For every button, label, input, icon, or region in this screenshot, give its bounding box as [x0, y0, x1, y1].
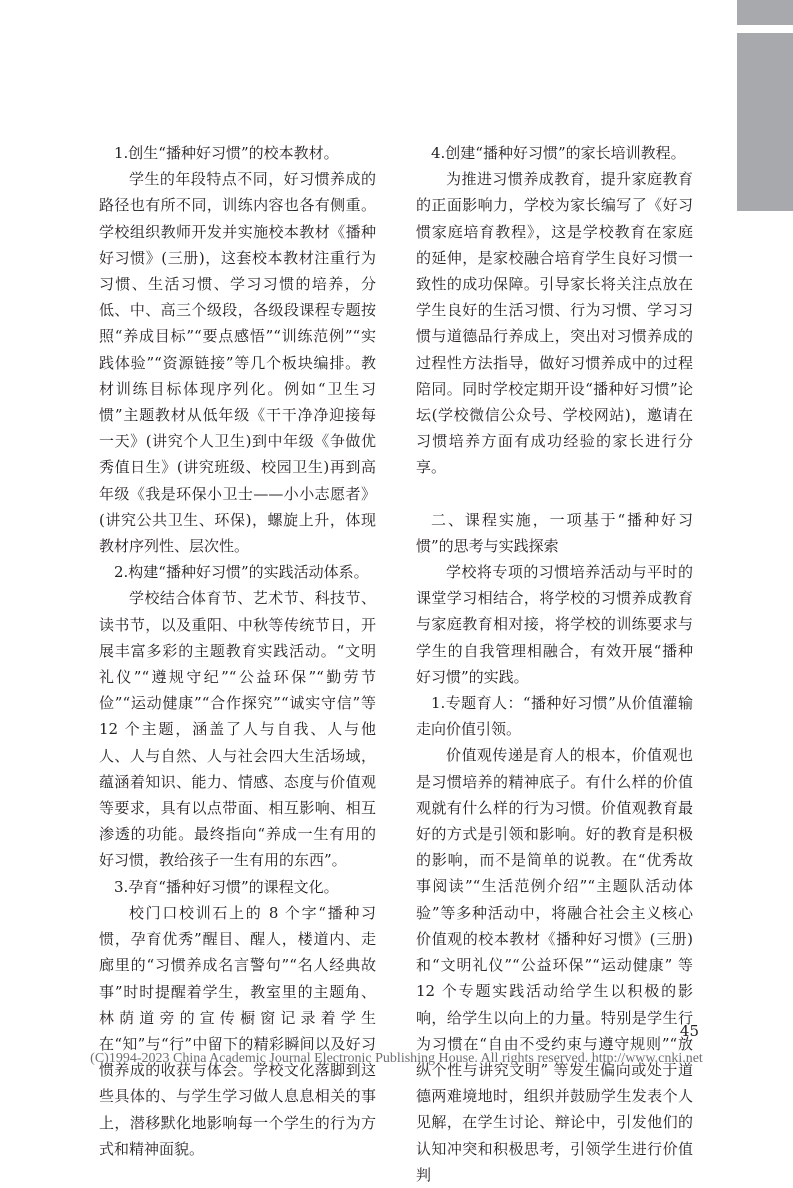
subsection-heading: 1.专题育人：“播种好习惯”从价值灌输走向价值引领。	[416, 694, 693, 739]
section-gap	[416, 481, 693, 507]
section-heading-2: 2.构建“播种好习惯”的实践活动体系。	[114, 563, 369, 582]
corner-tab-top	[737, 0, 793, 25]
paragraph: 价值观传递是育人的根本，价值观也是习惯培养的精神底子。有什么样的价值观就有什么样的行为习惯。价值观教育最好的方式是引领和影响。好的教育是积极的影响，而不是简单的说教。在“优秀故事阅读”“生活范例介绍”“主题队活动体验”等多种活动中，将融合社会主义核心价值观的校本教材《播种好习惯》(三册)和“文明礼仪”“公益环保”“运动健康” 等 12 个专题实践活动给学生以积极的影响，给学生以向上的力量。特别是学生行为习惯在“自由不受约束与遵守规则”“放纵个性与讲究文明” 等发生偏向或处于道德两难境地时，组织并鼓励学生发表个人见解，在学生讨论、辩论中，引发他们的认知冲突和积极思考，引领学生进行价值判	[416, 746, 693, 1184]
paragraph: 学校结合体育节、艺术节、科技节、读书节，以及重阳、中秋等传统节日，开展丰富多彩的主题教育实践活动。“文明礼仪”“遵规守纪”“公益环保”“勤劳节俭”“运动健康”“合作探究”“诚实守信”等 12 个主题，涵盖了人与自我、人与他人、人与自然、人与社会四大生活场域，蕴涵着知识、能力、情感、态度与价值观等要求，具有以点带面、相互影响、相互渗透的功能。最终指向“养成一生有用的好习惯，教给孩子一生有用的东西”。	[99, 589, 376, 870]
copyright-footer: (C)1994-2023 China Academic Journal Electronic Publishing House. All rights reserved. http://www.cnki.net	[90, 1051, 703, 1066]
right-column	[416, 140, 693, 1188]
paragraph: 为推进习惯养成教育，提升家庭教育的正面影响力，学校为家长编写了《好习惯家庭培育教程》，这是学校教育在家庭的延伸，是家校融合培育学生良好习惯一致性的成功保障。引导家长将关注点放在学生良好的生活习惯、行为习惯、学习习惯与道德品行养成上，突出对习惯养成的过程性方法指导，做好习惯养成中的过程陪同。同时学校定期开设“播种好习惯”论坛(学校微信公众号、学校网站)，邀请在习惯培养方面有成功经验的家长进行分享。	[416, 170, 693, 477]
chapter-heading: 二、课程实施，一项基于“播种好习惯”的思考与实践探索	[416, 510, 693, 555]
corner-tab-side	[737, 33, 793, 211]
paragraph: 校门口校训石上的 8 个字“播种习惯，孕育优秀”醒目、醒人，楼道内、走廊里的“习惯养成名言警句”“名人经典故事”时时提醒着学生，教室里的主题角、林荫道旁的宣传橱窗记录着学生在“知”与“行”中留下的精彩瞬间以及好习惯养成的收获与体会。学校文化落脚到这些具体的、与学生学习做人息息相关的事上，潜移默化地影响每一个学生的行为方式和精神面貌。	[99, 903, 376, 1158]
section-heading-1: 1.创生“播种好习惯”的校本教材。	[114, 144, 339, 162]
section-heading-4: 4.创建“播种好习惯”的家长培训教程。	[431, 144, 686, 162]
left-column	[99, 140, 376, 1162]
page-number: 45	[679, 1022, 699, 1040]
paragraph: 学校将专项的习惯培养活动与平时的课堂学习相结合，将学校的习惯养成教育与家庭教育相对接，将学校的训练要求与学生的自我管理相融合，有效开展“播种好习惯”的实践。	[416, 563, 693, 686]
paragraph: 学生的年段特点不同，好习惯养成的路径也有所不同，训练内容也各有侧重。学校组织教师开发并实施校本教材《播种好习惯》(三册)，这套校本教材注重行为习惯、生活习惯、学习习惯的培养，分低、中、高三个级段，各级段课程专题按照“养成目标”“要点感悟”“训练范例”“实践体验”“资源链接”等几个板块编排。教材训练目标体现序列化。例如“卫生习惯”主题教材从低年级《干干净净迎接每一天》(讲究个人卫生)到中年级《争做优秀值日生》(讲究班级、校园卫生)再到高年级《我是环保小卫士——小小志愿者》(讲究公共卫生、环保)，螺旋上升，体现教材序列性、层次性。	[99, 170, 376, 556]
section-heading-3: 3.孕育“播种好习惯”的课程文化。	[114, 877, 339, 896]
